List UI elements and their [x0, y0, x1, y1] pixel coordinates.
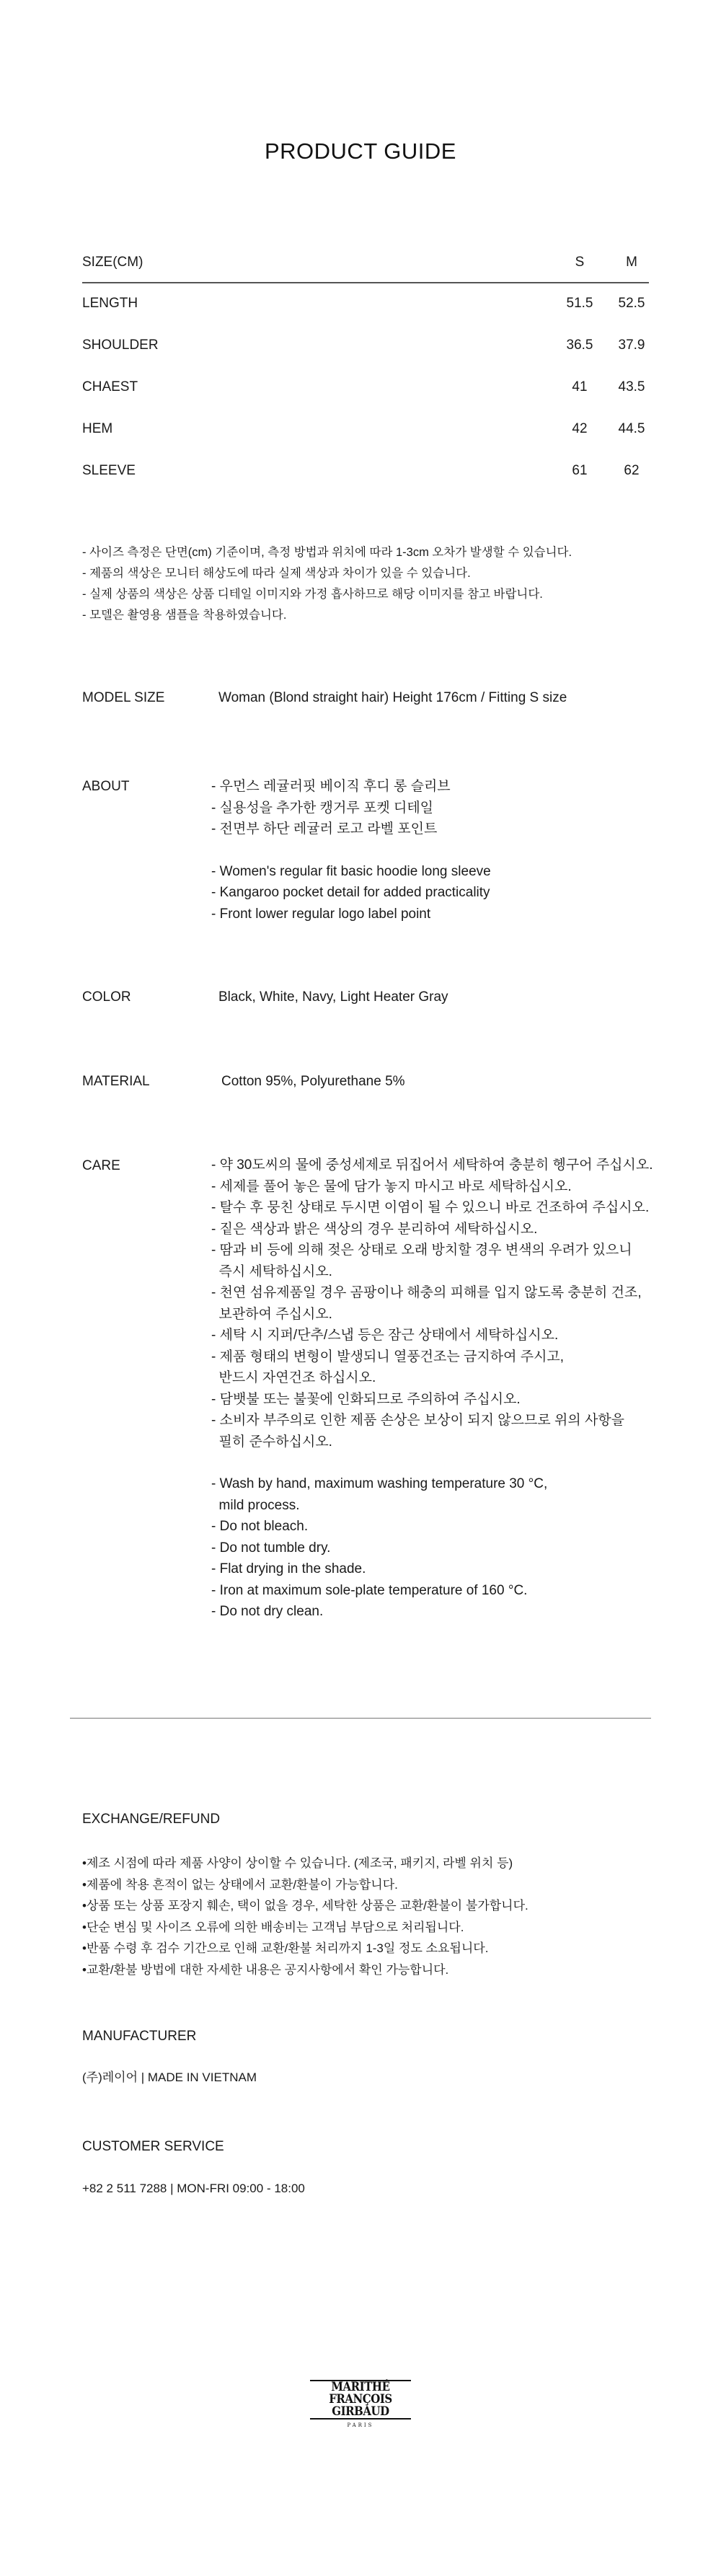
row-value-m: 44.5 [618, 421, 645, 436]
color-label: COLOR [82, 989, 131, 1005]
material-label: MATERIAL [82, 1074, 150, 1089]
care-ko-line: 필히 준수하십시오. [211, 1434, 332, 1450]
row-value-s: 36.5 [566, 338, 593, 353]
page-title: PRODUCT GUIDE [264, 138, 456, 164]
exchange-line: •상품 또는 상품 포장지 훼손, 택이 없을 경우, 세탁한 상품은 교환/환불이 불가합니다. [82, 1899, 528, 1913]
manufacturer-value: (주)레이어 | MADE IN VIETNAM [82, 2070, 257, 2084]
care-ko-line: - 소비자 부주의로 인한 제품 손상은 보상이 되지 않으므로 위의 사항을 [211, 1413, 625, 1428]
care-en-line: - Wash by hand, maximum washing temperature 30 °C, [211, 1476, 548, 1491]
care-ko-line: - 천연 섬유제품일 경우 곰팡이나 해충의 피해를 입지 않도록 충분히 건조, [211, 1285, 642, 1300]
care-label: CARE [82, 1158, 120, 1173]
note-line: - 모델은 촬영용 샘플을 착용하였습니다. [82, 609, 287, 622]
row-label: SHOULDER [82, 338, 159, 353]
row-value-m: 52.5 [618, 296, 645, 311]
care-en-line: - Iron at maximum sole-plate temperature of 160 °C. [211, 1582, 528, 1598]
care-en-line: - Do not dry clean. [211, 1604, 324, 1619]
size-table-header [82, 247, 649, 283]
care-ko-line: - 세제를 풀어 놓은 물에 담가 놓지 마시고 바로 세탁하십시오. [211, 1178, 572, 1194]
note-line: - 제품의 색상은 모니터 해상도에 따라 실제 색상과 차이가 있을 수 있습니다. [82, 567, 471, 580]
row-value-s: 42 [572, 421, 588, 436]
logo-line: MARITHÉ [331, 2380, 390, 2394]
exchange-line: •제품에 착용 흔적이 없는 상태에서 교환/환불이 가능합니다. [82, 1877, 398, 1892]
brand-logo [309, 2380, 412, 2438]
row-value-s: 51.5 [566, 296, 593, 311]
care-ko-line: - 제품 형태의 변형이 발생되니 열풍건조는 금지하여 주시고, [211, 1349, 565, 1364]
header-s: S [575, 255, 585, 270]
logo-line: FRANÇOIS [329, 2392, 392, 2407]
care-list [211, 1155, 653, 1623]
row-value-m: 43.5 [618, 379, 645, 394]
about-label: ABOUT [82, 779, 130, 794]
about-en-line: - Kangaroo pocket detail for added practicality [211, 885, 490, 900]
logo-line: PARIS [347, 2422, 374, 2428]
about-ko-line: - 우먼스 레귤러핏 베이직 후디 롱 슬리브 [211, 779, 451, 794]
header-size: SIZE(CM) [82, 255, 143, 270]
table-row [82, 451, 649, 493]
size-notes [82, 542, 572, 626]
color-value: Black, White, Navy, Light Heater Gray [218, 989, 448, 1005]
exchange-line: •교환/환불 방법에 대한 자세한 내용은 공지사항에서 확인 가능합니다. [82, 1962, 449, 1977]
care-ko-line: - 약 30도씨의 물에 중성세제로 뒤집어서 세탁하여 충분히 헹구어 주십시오. [211, 1157, 653, 1173]
care-ko-line: - 땀과 비 등에 의해 젖은 상태로 오래 방치할 경우 변색의 우려가 있으니 [211, 1243, 632, 1258]
care-en-line: mild process. [211, 1497, 300, 1513]
logo-line: GIRBAUD [332, 2404, 389, 2419]
about-ko-line: - 전면부 하단 레귤러 로고 라벨 포인트 [211, 821, 438, 837]
customer-service-value: +82 2 511 7288 | MON-FRI 09:00 - 18:00 [82, 2182, 305, 2195]
exchange-list [82, 1853, 528, 1980]
row-label: LENGTH [82, 296, 138, 311]
note-line: - 사이즈 측정은 단면(cm) 기준이며, 측정 방법과 위치에 따라 1-3cm 오차가 발생할 수 있습니다. [82, 546, 572, 559]
care-en-line: - Flat drying in the shade. [211, 1561, 366, 1576]
about-list [211, 776, 491, 925]
about-en-line: - Women's regular fit basic hoodie long sleeve [211, 863, 491, 879]
care-ko-line: 즉시 세탁하십시오. [211, 1263, 332, 1279]
size-table [82, 247, 649, 493]
table-row [82, 367, 649, 409]
exchange-line: •제조 시점에 따라 제품 사양이 상이할 수 있습니다. (제조국, 패키지, 라벨 위치 등) [82, 1856, 513, 1870]
row-value-m: 37.9 [618, 338, 645, 353]
customer-service-label: CUSTOMER SERVICE [82, 2139, 224, 2154]
row-value-s: 41 [572, 379, 588, 394]
model-size-value: Woman (Blond straight hair) Height 176cm / Fitting S size [218, 690, 567, 705]
care-en-line: - Do not tumble dry. [211, 1540, 331, 1556]
about-ko-line: - 실용성을 추가한 캥거루 포켓 디테일 [211, 800, 434, 816]
material-value: Cotton 95%, Polyurethane 5% [221, 1074, 405, 1089]
row-label: SLEEVE [82, 463, 136, 478]
table-row [82, 325, 649, 367]
care-ko-line: - 짙은 색상과 밝은 색상의 경우 분리하여 세탁하십시오. [211, 1221, 538, 1237]
table-row [82, 409, 649, 451]
care-ko-line: - 담뱃불 또는 불꽃에 인화되므로 주의하여 주십시오. [211, 1391, 521, 1407]
exchange-line: •반품 수령 후 검수 기간으로 인해 교환/환불 처리까지 1-3일 정도 소요됩니다. [82, 1941, 489, 1955]
exchange-label: EXCHANGE/REFUND [82, 1812, 221, 1827]
row-value-s: 61 [572, 463, 588, 478]
model-size-label: MODEL SIZE [82, 690, 165, 705]
row-label: CHAEST [82, 379, 138, 394]
note-line: - 실제 상품의 색상은 상품 디테일 이미지와 가정 흡사하므로 해당 이미지를 참고 바랍니다. [82, 588, 543, 601]
manufacturer-label: MANUFACTURER [82, 2029, 197, 2044]
care-en-line: - Do not bleach. [211, 1519, 309, 1534]
row-label: HEM [82, 421, 113, 436]
section-divider [70, 1718, 651, 1719]
header-m: M [626, 255, 637, 270]
exchange-line: •단순 변심 및 사이즈 오류에 의한 배송비는 고객님 부담으로 처리됩니다. [82, 1920, 464, 1934]
care-ko-line: 보관하여 주십시오. [211, 1306, 332, 1322]
care-ko-line: - 세탁 시 지퍼/단추/스냅 등은 잠근 상태에서 세탁하십시오. [211, 1328, 559, 1343]
table-row [82, 283, 649, 325]
care-ko-line: 반드시 자연건조 하십시오. [211, 1370, 376, 1385]
about-en-line: - Front lower regular logo label point [211, 906, 431, 922]
care-ko-line: - 탈수 후 뭉친 상태로 두시면 이염이 될 수 있으니 바로 건조하여 주십시오. [211, 1200, 650, 1215]
row-value-m: 62 [624, 463, 640, 478]
